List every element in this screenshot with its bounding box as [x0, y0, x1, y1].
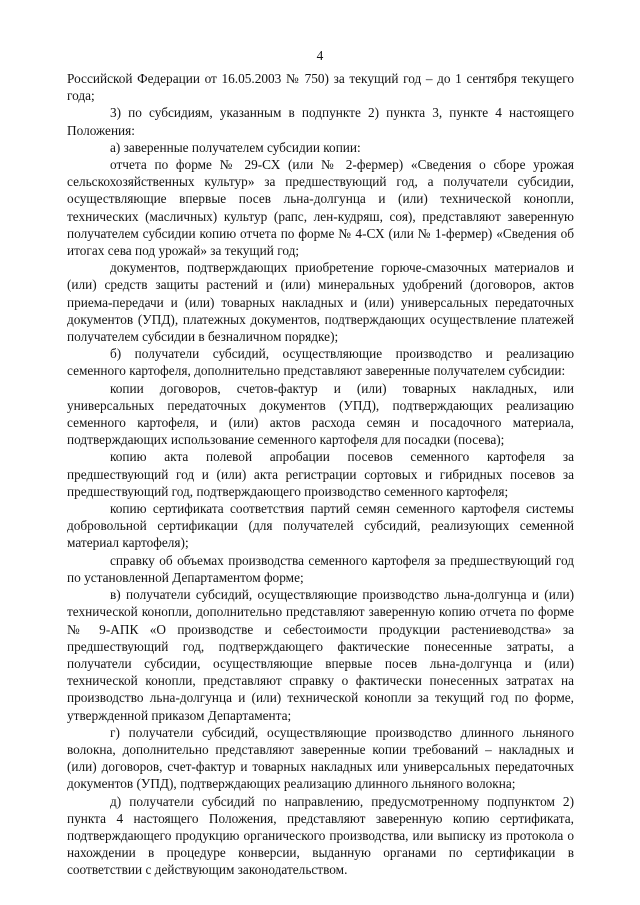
paragraph-fuel-documents: документов, подтверждающих приобретение горюче-смазочных материалов и (или) средств защиты растений и (или) минеральных удобрений (договоров, актов приема-передачи и (или) товарных накладных и (или) универсальных передаточных документов (УПД), платежных документов, подтверждающих осуществление платежей получателем субсидии в безналичном порядке);	[67, 260, 574, 345]
document-body	[67, 70, 574, 879]
paragraph-production-reference: справку об объемах производства семенного картофеля за предшествующий год по установленной Департаментом форме;	[67, 552, 574, 585]
page-number: 4	[316, 48, 324, 63]
paragraph-item-3a: а) заверенные получателем субсидии копии:	[110, 139, 361, 155]
paragraph-field-approbation: копию акта полевой апробации посевов семенного картофеля за предшествующий год и (или) акта регистрации сортовых и гибридных посевов за предшествующий год, подтверждающего производство семенного картофеля;	[67, 449, 574, 499]
paragraph-item-3d: д) получатели субсидий по направлению, предусмотренному подпунктом 2) пункта 4 настоящего Положения, представляют заверенную копию сертификата, подтверждающего продукцию органического производства, или выписку из протокола о нахождении в процедуре конверсии, выданную органами по сертификации в соответствии с действующим законодательством.	[67, 793, 574, 878]
paragraph-report-29sh: отчета по форме № 29-СХ (или № 2-фермер) «Сведения о сборе урожая сельскохозяйственных культур» за предшествующий год, а получатели субсидии, осуществляющие впервые посев льна-долгунца и (или) технической конопли, технических (масличных) культур (рапс, лен-кудряш, соя), представляют заверенную получателем субсидии копию отчета по форме № 4-СХ (или № 1-фермер) «Сведения об итогах сева под урожай» за текущий год;	[67, 157, 574, 259]
paragraph-item-3g: г) получатели субсидий, осуществляющие производство длинного льняного волокна, дополнительно представляют заверенные копии требований – накладных и (или) договоров, счет-фактур и товарных накладных или универсальных передаточных документов (УПД), подтверждающих реализацию длинного льняного волокна;	[67, 724, 574, 792]
paragraph-certificate-copy: копию сертификата соответствия партий семян семенного картофеля системы добровольной сертификации (для получателей субсидий, реализующих семенной материал картофеля);	[67, 501, 574, 551]
paragraph-item-3: 3) по субсидиям, указанным в подпункте 2) пункта 3, пункте 4 настоящего Положения:	[67, 105, 574, 138]
paragraph-item-3v: в) получатели субсидий, осуществляющие производство льна-долгунца и (или) технической конопли, дополнительно представляют заверенную копию отчета по форме № 9-АПК «О производстве и себестоимости продукции растениеводства» за предшествующий год, подтверждающего фактические понесенные затраты, а получатели субсидии, осуществляющие впервые посев льна-долгунца и (или) технической конопли, представляют справку о фактически понесенных затратах на производство льна-долгунца и (или) технической конопли за текущий год по форме, утвержденной приказом Департамента;	[67, 587, 574, 723]
paragraph-contracts-copies: копии договоров, счетов-фактур и (или) товарных накладных, или универсальных передаточных документов (УПД), подтверждающих реализацию семенного картофеля, и (или) актов расхода семян и посадочного материала, подтверждающих использование семенного картофеля для посадки (посева);	[67, 380, 574, 448]
paragraph-item-3b: б) получатели субсидий, осуществляющие производство и реализацию семенного картофеля, дополнительно представляют заверенные получателем субсидии:	[67, 346, 574, 379]
paragraph-continuation: Российской Федерации от 16.05.2003 № 750) за текущий год – до 1 сентября текущего года;	[67, 71, 574, 104]
